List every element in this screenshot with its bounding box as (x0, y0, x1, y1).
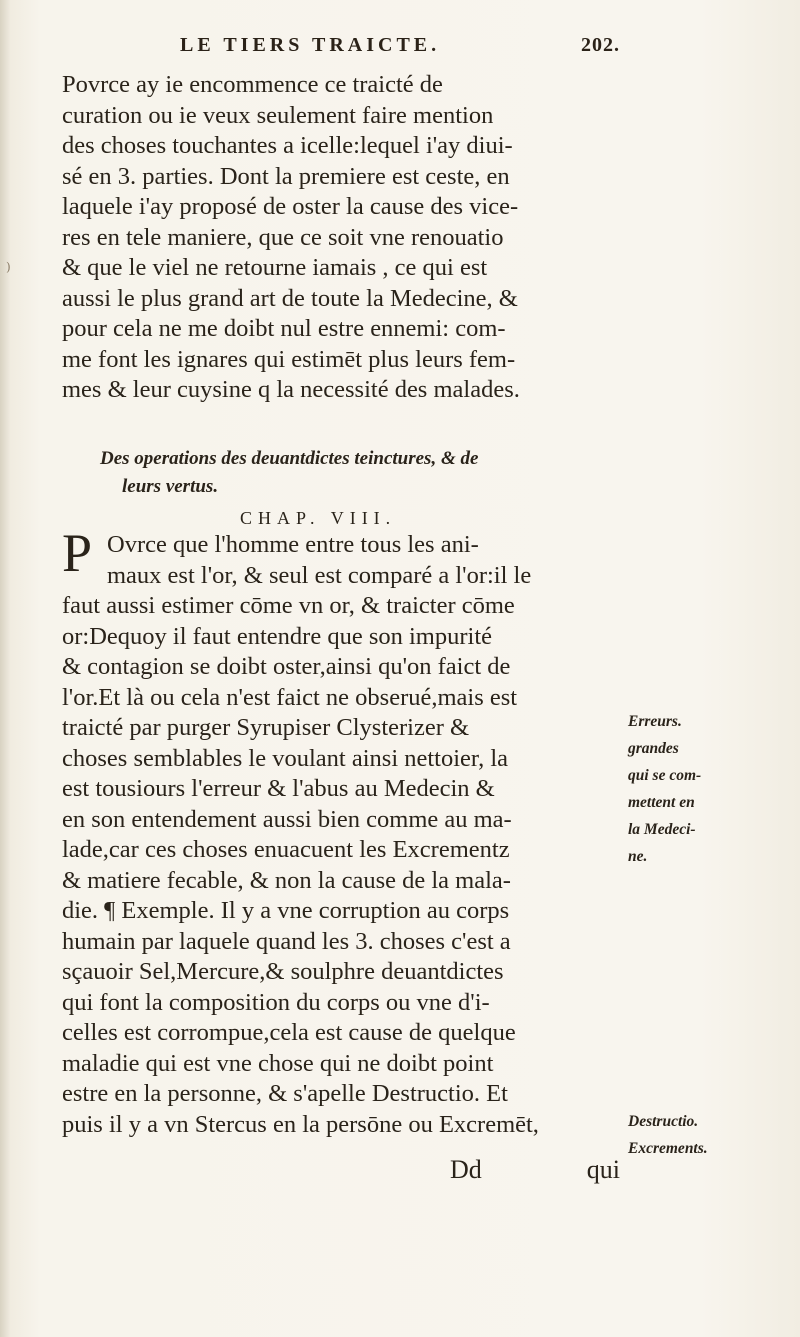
text-line: curation ou ie veux seulement faire mention (62, 101, 494, 129)
text-line: faut aussi estimer cōme vn or, & traicter cōme (62, 592, 515, 619)
text-line: maux est l'or, & seul est comparé a l'or:il le (107, 561, 532, 589)
text-line: Ovrce que l'homme entre tous les ani- (107, 531, 479, 558)
running-title: LE TIERS TRAICTE. (180, 34, 441, 56)
page-number: 202. (581, 34, 620, 56)
margin-line: la Medeci- (628, 821, 696, 838)
text-line: Povrce ay ie encommence ce traicté de (62, 71, 443, 98)
margin-line: mettent en (628, 794, 695, 811)
catchword: qui (586, 1155, 620, 1184)
paragraph-2 (62, 530, 620, 1140)
text-line: & que le viel ne retourne iamais , ce qui est (62, 254, 488, 281)
text-line: traicté par purger Syrupiser Clysterizer & (62, 714, 470, 741)
text-line: en son entendement aussi bien comme au ma- (62, 805, 512, 833)
text-line: sé en 3. parties. Dont la premiere est ceste, en (62, 162, 510, 190)
margin-mark: ) (6, 260, 11, 274)
text-line: me font les ignares qui estimēt plus leurs fem- (62, 345, 516, 373)
text-line: l'or.Et là ou cela n'est faict ne obserué,mais est (62, 683, 518, 711)
text-line: sçauoir Sel,Mercure,& soulphre deuantdictes (62, 958, 504, 985)
text-line: lade,car ces choses enuacuent les Excrementz (62, 836, 510, 863)
catchword-line (440, 1155, 620, 1187)
margin-line: Destructio. (628, 1113, 699, 1130)
text-line: estre en la personne, & s'apelle Destructio. Et (62, 1080, 508, 1107)
text-line: pour cela ne me doibt nul estre ennemi: com- (62, 315, 506, 342)
margin-line: ne. (628, 848, 648, 865)
text-line: est tousiours l'erreur & l'abus au Medecin & (62, 775, 495, 802)
margin-line: grandes (628, 740, 679, 757)
title-line: leurs vertus. (122, 476, 219, 497)
text-line: mes & leur cuysine q la necessité des malades. (62, 376, 520, 403)
text-line: or:Dequoy il faut entendre que son impurité (62, 622, 492, 650)
text-line: choses semblables le voulant ainsi nettoier, la (62, 744, 509, 772)
text-line: die. ¶ Exemple. Il y a vne corruption au corps (62, 897, 510, 924)
text-line: celles est corrompue,cela est cause de quelque (62, 1019, 516, 1046)
chapter-heading: CHAP. VIII. (240, 508, 397, 528)
section-title (100, 445, 620, 501)
margin-line: qui se com- (628, 767, 702, 784)
text-line: & contagion se doibt oster,ainsi qu'on faict de (62, 653, 511, 680)
signature-mark: Dd (450, 1155, 482, 1184)
page-header (180, 34, 620, 64)
text-line: des choses touchantes a icelle:lequel i'ay diui- (62, 132, 513, 159)
page-gutter (0, 0, 10, 1337)
marginal-note-errors (628, 708, 798, 870)
text-line: res en tele maniere, que ce soit vne renouatio (62, 223, 504, 251)
text-line: puis il y a vn Stercus en la persōne ou Excremēt, (62, 1110, 539, 1138)
text-line: humain par laquele quand les 3. choses c'est a (62, 927, 511, 955)
margin-line: Erreurs. (628, 713, 682, 730)
paragraph-1 (62, 70, 620, 406)
text-line: maladie qui est vne chose qui ne doibt point (62, 1049, 494, 1077)
marginal-note-destructio (628, 1108, 798, 1162)
text-line: aussi le plus grand art de toute la Medecine, & (62, 284, 518, 312)
title-line: Des operations des deuantdictes teinctures, & de (100, 448, 479, 469)
margin-line: Excrements. (628, 1140, 708, 1157)
text-line: qui font la composition du corps ou vne d'i- (62, 988, 490, 1016)
text-line: laquele i'ay proposé de oster la cause des vice- (62, 193, 519, 220)
text-line: & matiere fecable, & non la cause de la mala- (62, 866, 511, 894)
drop-capital: P (62, 523, 93, 583)
